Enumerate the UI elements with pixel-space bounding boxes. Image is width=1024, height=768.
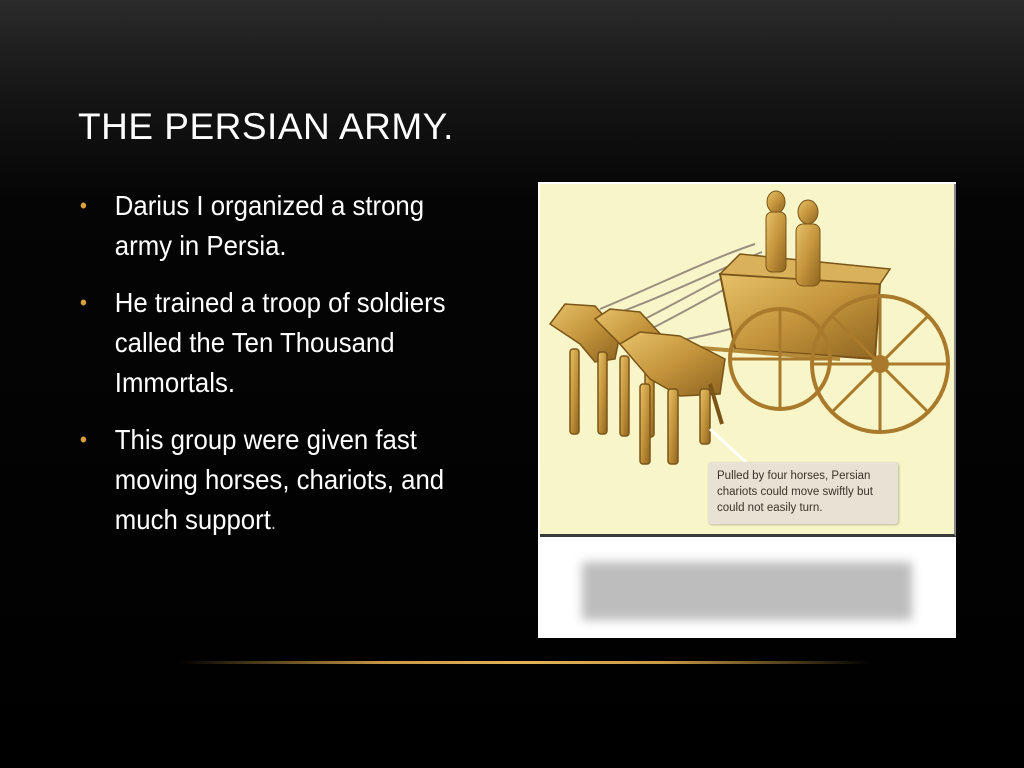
slide-title: THE PERSIAN ARMY. <box>78 106 454 147</box>
image-caption <box>708 462 898 524</box>
chariot-image <box>540 184 956 537</box>
bullet-list <box>78 186 488 560</box>
bullet-text: He trained a troop of soldiers called the Ten Thousand Immortals. <box>114 287 446 398</box>
bullet-period: . <box>270 512 276 534</box>
bullet-text: This group were given fast moving horses, chariots, and much support <box>114 424 445 535</box>
bullet-item <box>78 420 455 543</box>
bullet-icon: • <box>79 290 87 315</box>
caption-text: Pulled by four horses, Persian chariots could move swiftly but could not easily turn. <box>717 470 873 514</box>
blurred-label <box>582 562 912 620</box>
bullet-icon: • <box>79 193 87 218</box>
bullet-icon: • <box>79 427 87 452</box>
figure-frame <box>538 182 956 638</box>
bullet-text: Darius I organized a strong army in Persia. <box>114 190 425 261</box>
bullet-item <box>78 283 455 403</box>
bullet-item <box>78 186 455 266</box>
footer-divider <box>180 661 870 664</box>
